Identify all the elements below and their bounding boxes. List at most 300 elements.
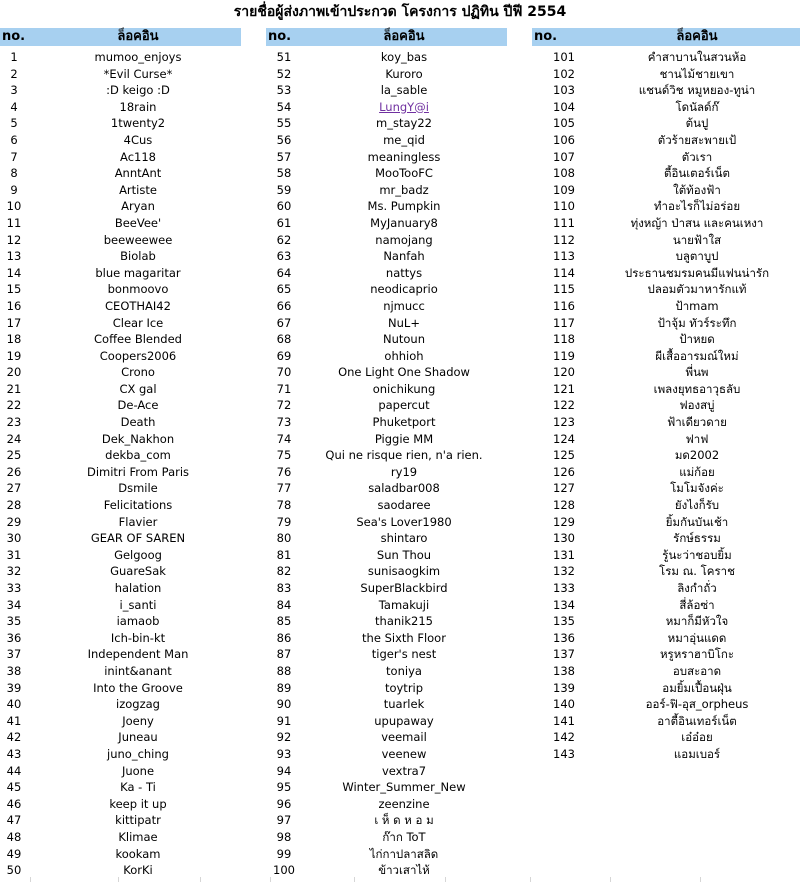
entry-number: 133 (553, 581, 575, 595)
entry-number: 137 (553, 647, 575, 662)
list-item (532, 563, 800, 580)
list-item (0, 580, 241, 597)
list-item (0, 713, 241, 730)
entry-number: 62 (276, 232, 292, 247)
login-link[interactable]: LungY@i (379, 99, 429, 114)
login-name: vextra7 (381, 763, 427, 778)
login-name: Crono (121, 365, 155, 380)
login-name: veemail (381, 730, 427, 745)
header-login: ล็อคอิน (676, 29, 718, 44)
list-item (532, 182, 800, 199)
entry-number: 31 (6, 547, 22, 562)
login-name: แชนด์วิช หมูหยอง-ทูน่า (638, 83, 756, 98)
list-item (0, 729, 241, 746)
entry-number: 122 (553, 398, 575, 413)
list-item (0, 763, 241, 780)
list-item (266, 82, 507, 99)
entry-number: 35 (6, 614, 22, 629)
entry-number: 124 (553, 431, 575, 446)
login-name: ตัวเรา (681, 149, 713, 164)
entry-number: 70 (276, 365, 292, 380)
login-name: Felicitations (103, 498, 173, 513)
login-name: โมโมจังค่ะ (670, 481, 724, 496)
login-name: m_stay22 (376, 116, 432, 131)
entry-number: 84 (276, 597, 292, 612)
login-name: MooTooFC (375, 166, 433, 181)
login-name: Into the Groove (93, 680, 183, 695)
entry-number: 6 (10, 132, 18, 147)
entry-number: 143 (553, 746, 575, 761)
list-item (0, 132, 241, 149)
list-item (532, 248, 800, 265)
login-name: ออร์-ฟิ-อุส_orpheus (645, 697, 749, 712)
entry-number: 59 (276, 182, 292, 197)
list-item (532, 514, 800, 531)
login-name: สี่ล้อซ่า (679, 597, 715, 612)
entry-number: 82 (276, 564, 292, 579)
login-name: toniya (386, 663, 422, 678)
entry-number: 109 (553, 182, 575, 197)
entry-number: 134 (553, 597, 575, 612)
list-item (0, 165, 241, 182)
entry-number: 118 (553, 332, 575, 347)
login-name: ry19 (390, 464, 418, 479)
entry-number: 67 (276, 315, 292, 330)
entry-number: 30 (6, 531, 22, 546)
list-item (532, 713, 800, 730)
list-item (266, 514, 507, 531)
entry-number: 89 (276, 680, 292, 695)
login-name: พี่นพ (685, 365, 709, 380)
login-name: toytrip (384, 680, 424, 695)
login-name: blue magaritar (95, 265, 181, 280)
login-name: Ac118 (120, 149, 156, 164)
entry-number: 23 (6, 415, 22, 430)
login-name: อาตี้อินเทอร์เน็ต (657, 713, 737, 728)
login-name: ไก่กาปลาสลิด (369, 846, 439, 861)
list-item (532, 580, 800, 597)
entry-number: 85 (276, 614, 292, 629)
entry-number: 68 (276, 332, 292, 347)
list-item (266, 215, 507, 232)
entry-number: 57 (276, 149, 292, 164)
list-item (532, 348, 800, 365)
entry-number: 58 (276, 166, 292, 181)
list-item (266, 729, 507, 746)
login-name: GuareSak (110, 564, 166, 579)
list-item (266, 381, 507, 398)
list-item (0, 696, 241, 713)
login-name: Qui ne risque rien, n'a rien. (325, 448, 483, 463)
entry-number: 135 (553, 614, 575, 629)
entry-number: 142 (553, 730, 575, 745)
entry-number: 105 (553, 116, 575, 131)
entry-number: 112 (553, 232, 575, 247)
login-name: อบสะอาด (672, 663, 722, 678)
list-item (0, 99, 241, 116)
list-item (266, 580, 507, 597)
login-name: โรม ณ. โคราช (659, 564, 735, 579)
entry-list (266, 49, 507, 879)
list-item (266, 713, 507, 730)
login-name: Piggie MM (374, 431, 434, 446)
login-name: ก๊าก ToT (382, 829, 426, 844)
entry-number: 69 (276, 348, 292, 363)
list-item (266, 298, 507, 315)
list-item (0, 646, 241, 663)
list-item (266, 198, 507, 215)
login-name: ประธานชมรมคนมีแฟนน่ารัก (624, 265, 770, 280)
list-item (0, 397, 241, 414)
list-item (0, 198, 241, 215)
list-item (532, 49, 800, 66)
login-name: ใต้ท้องฟ้า (673, 182, 721, 197)
entry-number: 14 (6, 265, 22, 280)
list-item (0, 746, 241, 763)
list-item (266, 480, 507, 497)
entry-number: 77 (276, 481, 292, 496)
login-name: Juneau (118, 730, 158, 745)
list-item (532, 331, 800, 348)
header-no: no. (268, 29, 292, 44)
column-header (0, 28, 241, 46)
entry-number: 117 (553, 315, 575, 330)
login-name: ป้าจุ้ม ทัวร์ระทึก (657, 315, 737, 330)
entry-number: 16 (6, 298, 22, 313)
login-name: Sea's Lover1980 (356, 514, 452, 529)
entry-number: 91 (276, 713, 292, 728)
entry-number: 75 (276, 448, 292, 463)
entry-number: 99 (276, 846, 292, 861)
login-name: sunisaogkim (367, 564, 441, 579)
list-item (266, 115, 507, 132)
entry-number: 106 (553, 132, 575, 147)
entry-number: 87 (276, 647, 292, 662)
entry-number: 72 (276, 398, 292, 413)
list-item (0, 232, 241, 249)
login-name: ต้นปู (685, 116, 709, 131)
login-name: ข้าวเสาไห้ (378, 863, 430, 878)
login-name: Tamakuji (378, 597, 430, 612)
list-item (532, 729, 800, 746)
login-name: รักษ์ธรรม (673, 531, 721, 546)
list-item (0, 514, 241, 531)
list-item (0, 82, 241, 99)
entry-number: 32 (6, 564, 22, 579)
entry-number: 90 (276, 697, 292, 712)
entry-number: 4 (10, 99, 18, 114)
entry-number: 97 (276, 813, 292, 828)
entry-number: 24 (6, 431, 22, 446)
header-no: no. (2, 29, 26, 44)
login-name: neodicaprio (370, 282, 438, 297)
list-item (532, 265, 800, 282)
login-name: Dsmile (118, 481, 158, 496)
entry-list (532, 49, 800, 763)
list-item (266, 846, 507, 863)
list-item (0, 215, 241, 232)
list-item (532, 630, 800, 647)
entry-number: 53 (276, 83, 292, 98)
entry-number: 83 (276, 581, 292, 595)
login-name: inint&anant (104, 663, 172, 678)
entry-number: 25 (6, 448, 22, 463)
entry-number: 95 (276, 780, 292, 795)
login-name: One Light One Shadow (338, 365, 470, 380)
login-name: Ich-bin-kt (110, 630, 166, 645)
login-name: beeweewee (103, 232, 173, 247)
entry-number: 81 (276, 547, 292, 562)
entry-number: 76 (276, 464, 292, 479)
list-item (0, 49, 241, 66)
entry-number: 8 (10, 166, 18, 181)
entry-number: 127 (553, 481, 575, 496)
list-item (532, 646, 800, 663)
entry-number: 36 (6, 630, 22, 645)
header-no: no. (534, 29, 558, 44)
entry-number: 54 (276, 99, 292, 114)
login-name: NuL+ (388, 315, 420, 330)
entry-number: 86 (276, 630, 292, 645)
login-name: 18rain (119, 99, 157, 114)
entry-number: 126 (553, 464, 575, 479)
login-name: koy_bas (380, 50, 428, 64)
list-item (266, 414, 507, 431)
list-item (0, 381, 241, 398)
login-name: ฟองสบู่ (679, 398, 715, 413)
entry-number: 113 (553, 249, 575, 264)
list-item (0, 663, 241, 680)
login-name: CEOTHAI42 (105, 298, 171, 313)
login-name: tuarlek (383, 697, 425, 712)
list-item (532, 597, 800, 614)
entry-number: 63 (276, 249, 292, 264)
list-item (266, 397, 507, 414)
login-name: เพลงยุทธอาวุธลับ (653, 381, 741, 396)
entry-number: 74 (276, 431, 292, 446)
entry-number: 29 (6, 514, 22, 529)
list-item (0, 298, 241, 315)
entry-number: 2 (10, 66, 18, 81)
list-item (532, 298, 800, 315)
list-item (532, 364, 800, 381)
entry-number: 49 (6, 846, 22, 861)
entry-number: 10 (6, 199, 22, 214)
login-name: i_santi (119, 597, 157, 612)
column-2 (266, 28, 507, 879)
list-item (0, 149, 241, 166)
list-item (0, 530, 241, 547)
entry-number: 80 (276, 531, 292, 546)
login-name: Aryan (121, 199, 155, 214)
login-name: bonmoovo (107, 282, 169, 297)
list-item (532, 530, 800, 547)
entry-number: 101 (553, 50, 575, 64)
list-item (266, 547, 507, 564)
login-name: Death (120, 415, 156, 430)
list-item (266, 232, 507, 249)
list-item (266, 182, 507, 199)
list-item (532, 414, 800, 431)
entry-number: 129 (553, 514, 575, 529)
login-name: Coffee Blended (94, 332, 182, 347)
login-name: ทุ่งหญ้า ป่าสน และคนเหงา (630, 215, 764, 230)
column-3 (532, 28, 800, 763)
list-item (532, 613, 800, 630)
list-item (266, 613, 507, 630)
entry-number: 15 (6, 282, 22, 297)
list-item (266, 431, 507, 448)
login-name: เอ๋อ๋อย (681, 730, 713, 745)
entry-number: 19 (6, 348, 22, 363)
entry-number: 48 (6, 829, 22, 844)
login-name: tiger's nest (371, 647, 437, 662)
login-name: iamaob (116, 614, 160, 629)
login-name: AnntAnt (114, 166, 162, 181)
list-item (0, 248, 241, 265)
login-name: Independent Man (87, 647, 189, 662)
login-name: ตัวร้ายสะพายเป้ (657, 132, 737, 147)
list-item (532, 746, 800, 763)
list-item (532, 480, 800, 497)
list-item (0, 812, 241, 829)
list-item (266, 447, 507, 464)
list-item (266, 265, 507, 282)
login-name: njmucc (383, 298, 425, 313)
list-item (0, 563, 241, 580)
login-name: la_sable (380, 83, 428, 98)
login-name: Artiste (119, 182, 157, 197)
entry-number: 45 (6, 780, 22, 795)
list-item (532, 99, 800, 116)
login-name: dekba_com (105, 448, 171, 463)
list-item (0, 613, 241, 630)
login-name: ทำอะไรก็ไม่อร่อย (653, 199, 741, 214)
entry-number: 47 (6, 813, 22, 828)
entry-number: 125 (553, 448, 575, 463)
entry-number: 41 (6, 713, 22, 728)
login-name: Coopers2006 (99, 348, 177, 363)
list-item (266, 248, 507, 265)
entry-number: 132 (553, 564, 575, 579)
login-name: มด2002 (674, 448, 720, 463)
entry-number: 116 (553, 298, 575, 313)
login-name: ฟาฟ (685, 431, 709, 446)
login-name: shintaro (380, 531, 428, 546)
list-item (532, 680, 800, 697)
list-item (532, 149, 800, 166)
login-name: Joeny (122, 713, 154, 728)
login-name: Nanfah (383, 249, 425, 264)
entry-number: 20 (6, 365, 22, 380)
login-name: Winter_Summer_New (342, 780, 466, 795)
column-header (532, 28, 800, 46)
login-name: juno_ching (107, 746, 169, 761)
list-item (266, 315, 507, 332)
list-item (0, 66, 241, 83)
login-name: me_qid (383, 132, 425, 147)
list-item (532, 82, 800, 99)
list-item (266, 829, 507, 846)
list-item (0, 431, 241, 448)
entry-number: 100 (273, 863, 295, 878)
list-item (0, 796, 241, 813)
entry-number: 104 (553, 99, 575, 114)
list-item (266, 663, 507, 680)
entry-number: 50 (6, 863, 22, 878)
entry-number: 22 (6, 398, 22, 413)
entry-number: 107 (553, 149, 575, 164)
entry-number: 92 (276, 730, 292, 745)
list-item (266, 812, 507, 829)
entry-number: 93 (276, 746, 292, 761)
login-name: Juone (121, 763, 155, 778)
login-name: Nutoun (382, 332, 425, 347)
login-name: Dek_Nakhon (101, 431, 175, 446)
login-name: หรูหราฮาบิโกะ (659, 647, 735, 662)
login-name: saladbar008 (368, 481, 440, 496)
list-item (266, 99, 507, 116)
entry-number: 18 (6, 332, 22, 347)
list-item (0, 846, 241, 863)
list-item (266, 464, 507, 481)
login-name: SuperBlackbird (360, 581, 448, 595)
list-item (532, 115, 800, 132)
list-item (266, 331, 507, 348)
entry-number: 55 (276, 116, 292, 131)
list-item (266, 779, 507, 796)
list-item (0, 480, 241, 497)
entry-number: 130 (553, 531, 575, 546)
login-name: izogzag (116, 697, 160, 712)
entry-number: 96 (276, 796, 292, 811)
entry-number: 56 (276, 132, 292, 147)
login-name: :D keigo :D (106, 83, 170, 98)
entry-number: 119 (553, 348, 575, 363)
header-login: ล็อคอิน (117, 29, 159, 44)
list-item (0, 182, 241, 199)
entry-number: 51 (276, 50, 292, 64)
list-item (532, 497, 800, 514)
list-item (0, 447, 241, 464)
entry-number: 123 (553, 415, 575, 430)
login-name: veenew (381, 746, 427, 761)
entry-number: 37 (6, 647, 22, 662)
login-name: Biolab (120, 249, 156, 264)
entry-number: 60 (276, 199, 292, 214)
list-item (532, 447, 800, 464)
login-name: kittipatr (115, 813, 161, 828)
list-item (532, 381, 800, 398)
list-item (266, 364, 507, 381)
login-name: saodaree (377, 498, 431, 513)
list-item (266, 281, 507, 298)
entry-number: 34 (6, 597, 22, 612)
list-item (0, 331, 241, 348)
login-name: halation (114, 581, 162, 595)
entry-number: 3 (10, 83, 18, 98)
entry-number: 52 (276, 66, 292, 81)
login-name: Sun Thou (376, 547, 432, 562)
login-name: Klimae (118, 829, 158, 844)
login-name: ผีเสื้ออารมณ์ใหม่ (655, 348, 739, 363)
list-item (532, 464, 800, 481)
list-item (266, 49, 507, 66)
login-name: upupaway (374, 713, 434, 728)
login-name: Ka - Ti (120, 780, 156, 795)
list-item (0, 829, 241, 846)
entry-number: 17 (6, 315, 22, 330)
